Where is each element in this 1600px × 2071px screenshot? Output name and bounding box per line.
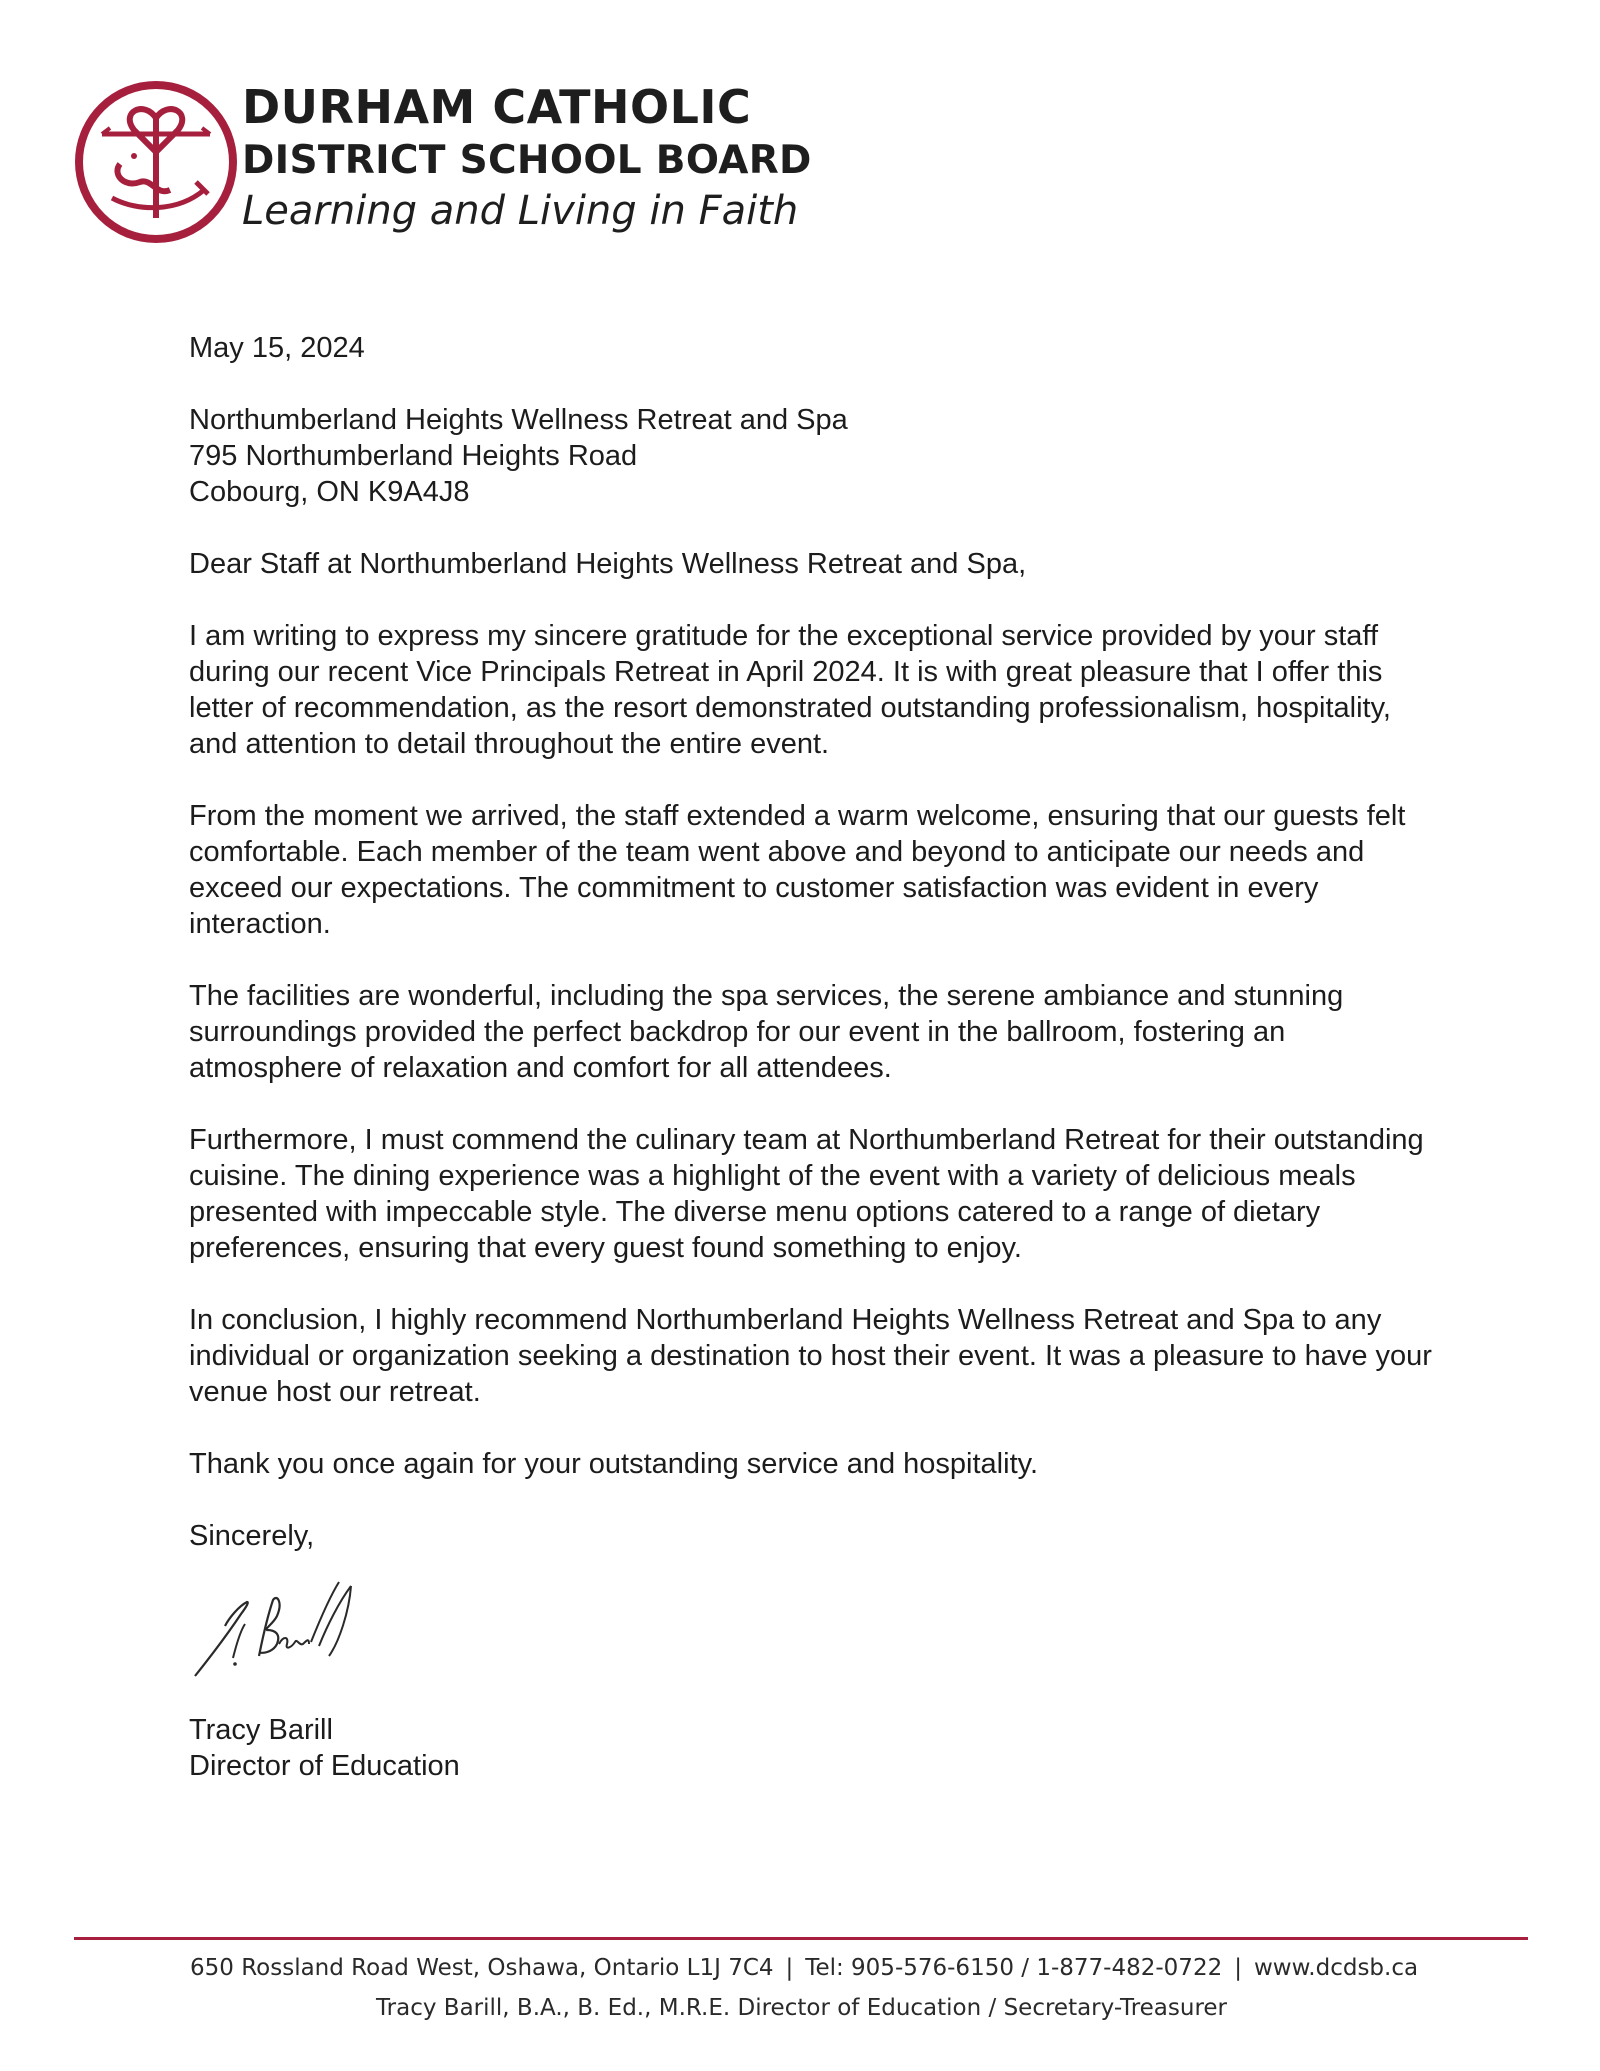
paragraph-conclusion: In conclusion, I highly recommend Northumberland Heights Wellness Retreat and Spa to any individual or organization seeking a destination to host their event. It was a pleasure to have your venue host our retreat. <box>189 1304 1432 1408</box>
footer-telephone: Tel: 905-576-6150 / 1-877-482-0722 <box>805 1955 1223 1981</box>
letter-date: May 15, 2024 <box>189 332 365 364</box>
recipient-address <box>189 402 1439 510</box>
org-name-line1: DURHAM CATHOLIC <box>242 80 752 134</box>
signer-name: Tracy Barill <box>189 1714 333 1746</box>
dcdsb-crest-icon <box>72 78 240 246</box>
paragraph-thanks: Thank you once again for your outstanding service and hospitality. <box>189 1448 1039 1480</box>
letterhead <box>72 78 832 248</box>
footer-contact-line <box>190 1955 1418 1981</box>
recipient-name: Northumberland Heights Wellness Retreat and Spa <box>189 404 848 436</box>
footer-address: 650 Rossland Road West, Oshawa, Ontario L1J 7C4 <box>190 1955 774 1981</box>
paragraph-culinary: Furthermore, I must commend the culinary team at Northumberland Retreat for their outstanding cuisine. The dining experience was a highlight of the event with a variety of delicious meals presented with impeccable style. The diverse menu options catered to a range of dietary preferences, ensuring that every guest found something to enjoy. <box>189 1124 1424 1264</box>
handwritten-signature <box>189 1572 389 1690</box>
paragraph-welcome: From the moment we arrived, the staff extended a warm welcome, ensuring that our guests felt comfortable. Each member of the team went above and beyond to anticipate our needs and exceed our expectations. The commitment to customer satisfaction was evident in every interaction. <box>189 800 1406 940</box>
signer-title: Director of Education <box>189 1750 460 1782</box>
footer-divider <box>74 1937 1528 1940</box>
footer-separator: | <box>785 1955 794 1981</box>
paragraph-facilities: The facilities are wonderful, including the spa services, the serene ambiance and stunning surroundings provided the perfect backdrop for our event in the ballroom, fostering an atmosphere of relaxation and comfort for all attendees. <box>189 980 1344 1084</box>
letter-body <box>189 330 1439 1784</box>
recipient-street: 795 Northumberland Heights Road <box>189 440 638 472</box>
org-tagline: Learning and Living in Faith <box>242 188 799 234</box>
salutation: Dear Staff at Northumberland Heights Wellness Retreat and Spa, <box>189 548 1027 580</box>
closing: Sincerely, <box>189 1520 315 1552</box>
footer-director-line: Tracy Barill, B.A., B. Ed., M.R.E. Director of Education / Secretary-Treasurer <box>376 1995 1228 2021</box>
org-name-line2: DISTRICT SCHOOL BOARD <box>242 138 812 183</box>
footer-website-link[interactable]: www.dcdsb.ca <box>1253 1955 1419 1981</box>
paragraph-gratitude: I am writing to express my sincere gratitude for the exceptional service provided by your staff during our recent Vice Principals Retreat in April 2024. It is with great pleasure that I offer this letter of recommendation, as the resort demonstrated outstanding professionalism, hospitality, and attention to detail throughout the entire event. <box>189 620 1391 760</box>
footer-separator: | <box>1234 1955 1242 1981</box>
recipient-city: Cobourg, ON K9A4J8 <box>189 476 470 508</box>
